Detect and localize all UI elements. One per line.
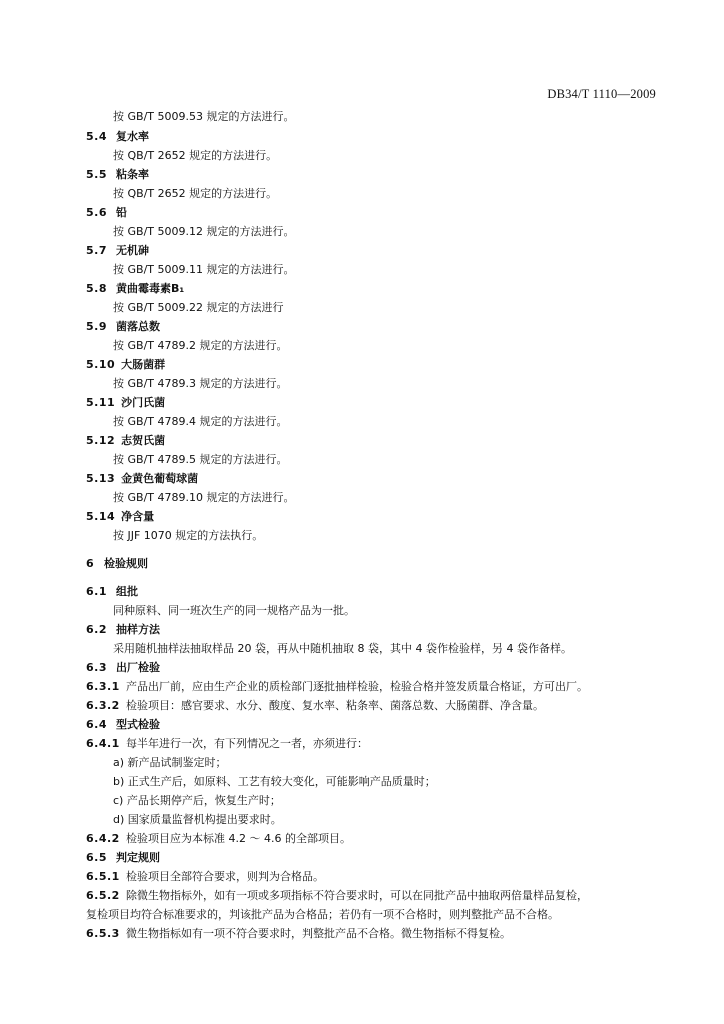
list-item-c: c) 产品长期停产后，恢复生产时； <box>113 794 281 807</box>
section-title: 出厂检验 <box>116 661 160 674</box>
section-6-1-text: 同种原料、同一班次生产的同一规格产品为一批。 <box>113 604 355 617</box>
section-number: 5.4 <box>86 130 107 143</box>
list-item-b: b) 正式生产后，如原料、工艺有较大变化，可能影响产品质量时； <box>113 775 436 788</box>
section-5-11 <box>86 396 165 410</box>
method-text-5-3: 按 GB/T 5009.53 规定的方法进行。 <box>113 110 295 123</box>
section-title: 粘条率 <box>116 168 149 181</box>
section-number: 5.9 <box>86 320 107 333</box>
clause-number: 6.5.3 <box>86 927 120 940</box>
chapter-number: 6 <box>86 557 95 570</box>
method-text-5-14: 按 JJF 1070 规定的方法执行。 <box>113 529 264 542</box>
method-text-5-11: 按 GB/T 4789.4 规定的方法进行。 <box>113 415 288 428</box>
section-number: 5.6 <box>86 206 107 219</box>
method-text-5-13: 按 GB/T 4789.10 规定的方法进行。 <box>113 491 295 504</box>
section-number: 5.14 <box>86 510 116 523</box>
section-number: 5.7 <box>86 244 107 257</box>
section-number: 5.13 <box>86 472 116 485</box>
section-number: 6.2 <box>86 623 107 636</box>
section-title: 组批 <box>116 585 138 598</box>
clause-text: 每半年进行一次，有下列情况之一者，亦须进行： <box>126 737 368 750</box>
section-5-6 <box>86 206 127 220</box>
section-5-4 <box>86 130 149 144</box>
section-number: 6.5 <box>86 851 107 864</box>
list-item-a: a) 新产品试制鉴定时； <box>113 756 227 769</box>
section-6-2 <box>86 623 160 637</box>
method-text-5-5: 按 QB/T 2652 规定的方法进行。 <box>113 187 278 200</box>
method-text-5-7: 按 GB/T 5009.11 规定的方法进行。 <box>113 263 295 276</box>
section-title: 铅 <box>116 206 127 219</box>
section-5-12 <box>86 434 165 448</box>
method-text-5-6: 按 GB/T 5009.12 规定的方法进行。 <box>113 225 295 238</box>
section-title: 复水率 <box>116 130 149 143</box>
clause-text: 微生物指标如有一项不符合要求时，判整批产品不合格。微生物指标不得复检。 <box>126 927 511 940</box>
clause-number: 6.3.1 <box>86 680 120 693</box>
section-number: 5.10 <box>86 358 116 371</box>
standard-code: DB34/T 1110—2009 <box>547 87 656 101</box>
method-text-5-8: 按 GB/T 5009.22 规定的方法进行 <box>113 301 284 314</box>
section-number: 6.3 <box>86 661 107 674</box>
section-title: 型式检验 <box>116 718 160 731</box>
clause-number: 6.5.1 <box>86 870 120 883</box>
clause-text: 检验项目：感官要求、水分、酸度、复水率、粘条率、菌落总数、大肠菌群、净含量。 <box>126 699 544 712</box>
clause-number: 6.5.2 <box>86 889 120 902</box>
clause-6-5-2-continued: 复检项目均符合标准要求的，判该批产品为合格品；若仍有一项不合格时，则判整批产品不合格。 <box>86 908 559 921</box>
section-title: 黄曲霉毒素B₁ <box>116 282 185 295</box>
chapter-6-heading <box>86 557 148 571</box>
section-5-14 <box>86 510 154 524</box>
section-number: 6.1 <box>86 585 107 598</box>
clause-number: 6.3.2 <box>86 699 120 712</box>
method-text-5-10: 按 GB/T 4789.3 规定的方法进行。 <box>113 377 288 390</box>
section-5-8 <box>86 282 184 296</box>
section-title: 抽样方法 <box>116 623 160 636</box>
section-number: 5.12 <box>86 434 116 447</box>
section-5-5 <box>86 168 149 182</box>
section-number: 6.4 <box>86 718 107 731</box>
section-title: 大肠菌群 <box>121 358 166 371</box>
section-number: 5.5 <box>86 168 107 181</box>
clause-6-4-2 <box>86 832 351 846</box>
list-item-d: d) 国家质量监督机构提出要求时。 <box>113 813 282 826</box>
clause-6-3-1 <box>86 680 588 694</box>
method-text-5-12: 按 GB/T 4789.5 规定的方法进行。 <box>113 453 288 466</box>
method-text-5-9: 按 GB/T 4789.2 规定的方法进行。 <box>113 339 288 352</box>
section-5-10 <box>86 358 165 372</box>
section-5-9 <box>86 320 160 334</box>
section-5-7 <box>86 244 149 258</box>
section-title: 志贺氏菌 <box>121 434 166 447</box>
clause-text: 检验项目应为本标准 4.2 ～ 4.6 的全部项目。 <box>126 832 351 845</box>
section-title: 无机砷 <box>116 244 149 257</box>
section-title: 金黄色葡萄球菌 <box>121 472 199 485</box>
clause-number: 6.4.1 <box>86 737 120 750</box>
chapter-title: 检验规则 <box>104 557 148 570</box>
clause-6-5-1 <box>86 870 324 884</box>
clause-number: 6.4.2 <box>86 832 120 845</box>
section-title: 沙门氏菌 <box>121 396 166 409</box>
clause-text: 除微生物指标外，如有一项或多项指标不符合要求时，可以在同批产品中抽取两倍量样品复检， <box>126 889 588 902</box>
section-6-1 <box>86 585 138 599</box>
section-6-4 <box>86 718 160 732</box>
clause-6-5-2 <box>86 889 588 903</box>
section-title: 净含量 <box>121 510 155 523</box>
clause-6-5-3 <box>86 927 511 941</box>
section-6-5 <box>86 851 160 865</box>
clause-text: 产品出厂前，应由生产企业的质检部门逐批抽样检验，检验合格并签发质量合格证，方可出厂。 <box>126 680 588 693</box>
section-title: 判定规则 <box>116 851 160 864</box>
method-text-5-4: 按 QB/T 2652 规定的方法进行。 <box>113 149 278 162</box>
clause-6-3-2 <box>86 699 544 713</box>
section-number: 5.8 <box>86 282 107 295</box>
section-number: 5.11 <box>86 396 116 409</box>
section-6-3 <box>86 661 160 675</box>
clause-6-4-1 <box>86 737 368 751</box>
section-5-13 <box>86 472 198 486</box>
section-6-2-text: 采用随机抽样法抽取样品 20 袋，再从中随机抽取 8 袋，其中 4 袋作检验样，另 4 袋作备样。 <box>113 642 572 655</box>
section-title: 菌落总数 <box>116 320 160 333</box>
clause-text: 检验项目全部符合要求，则判为合格品。 <box>126 870 324 883</box>
